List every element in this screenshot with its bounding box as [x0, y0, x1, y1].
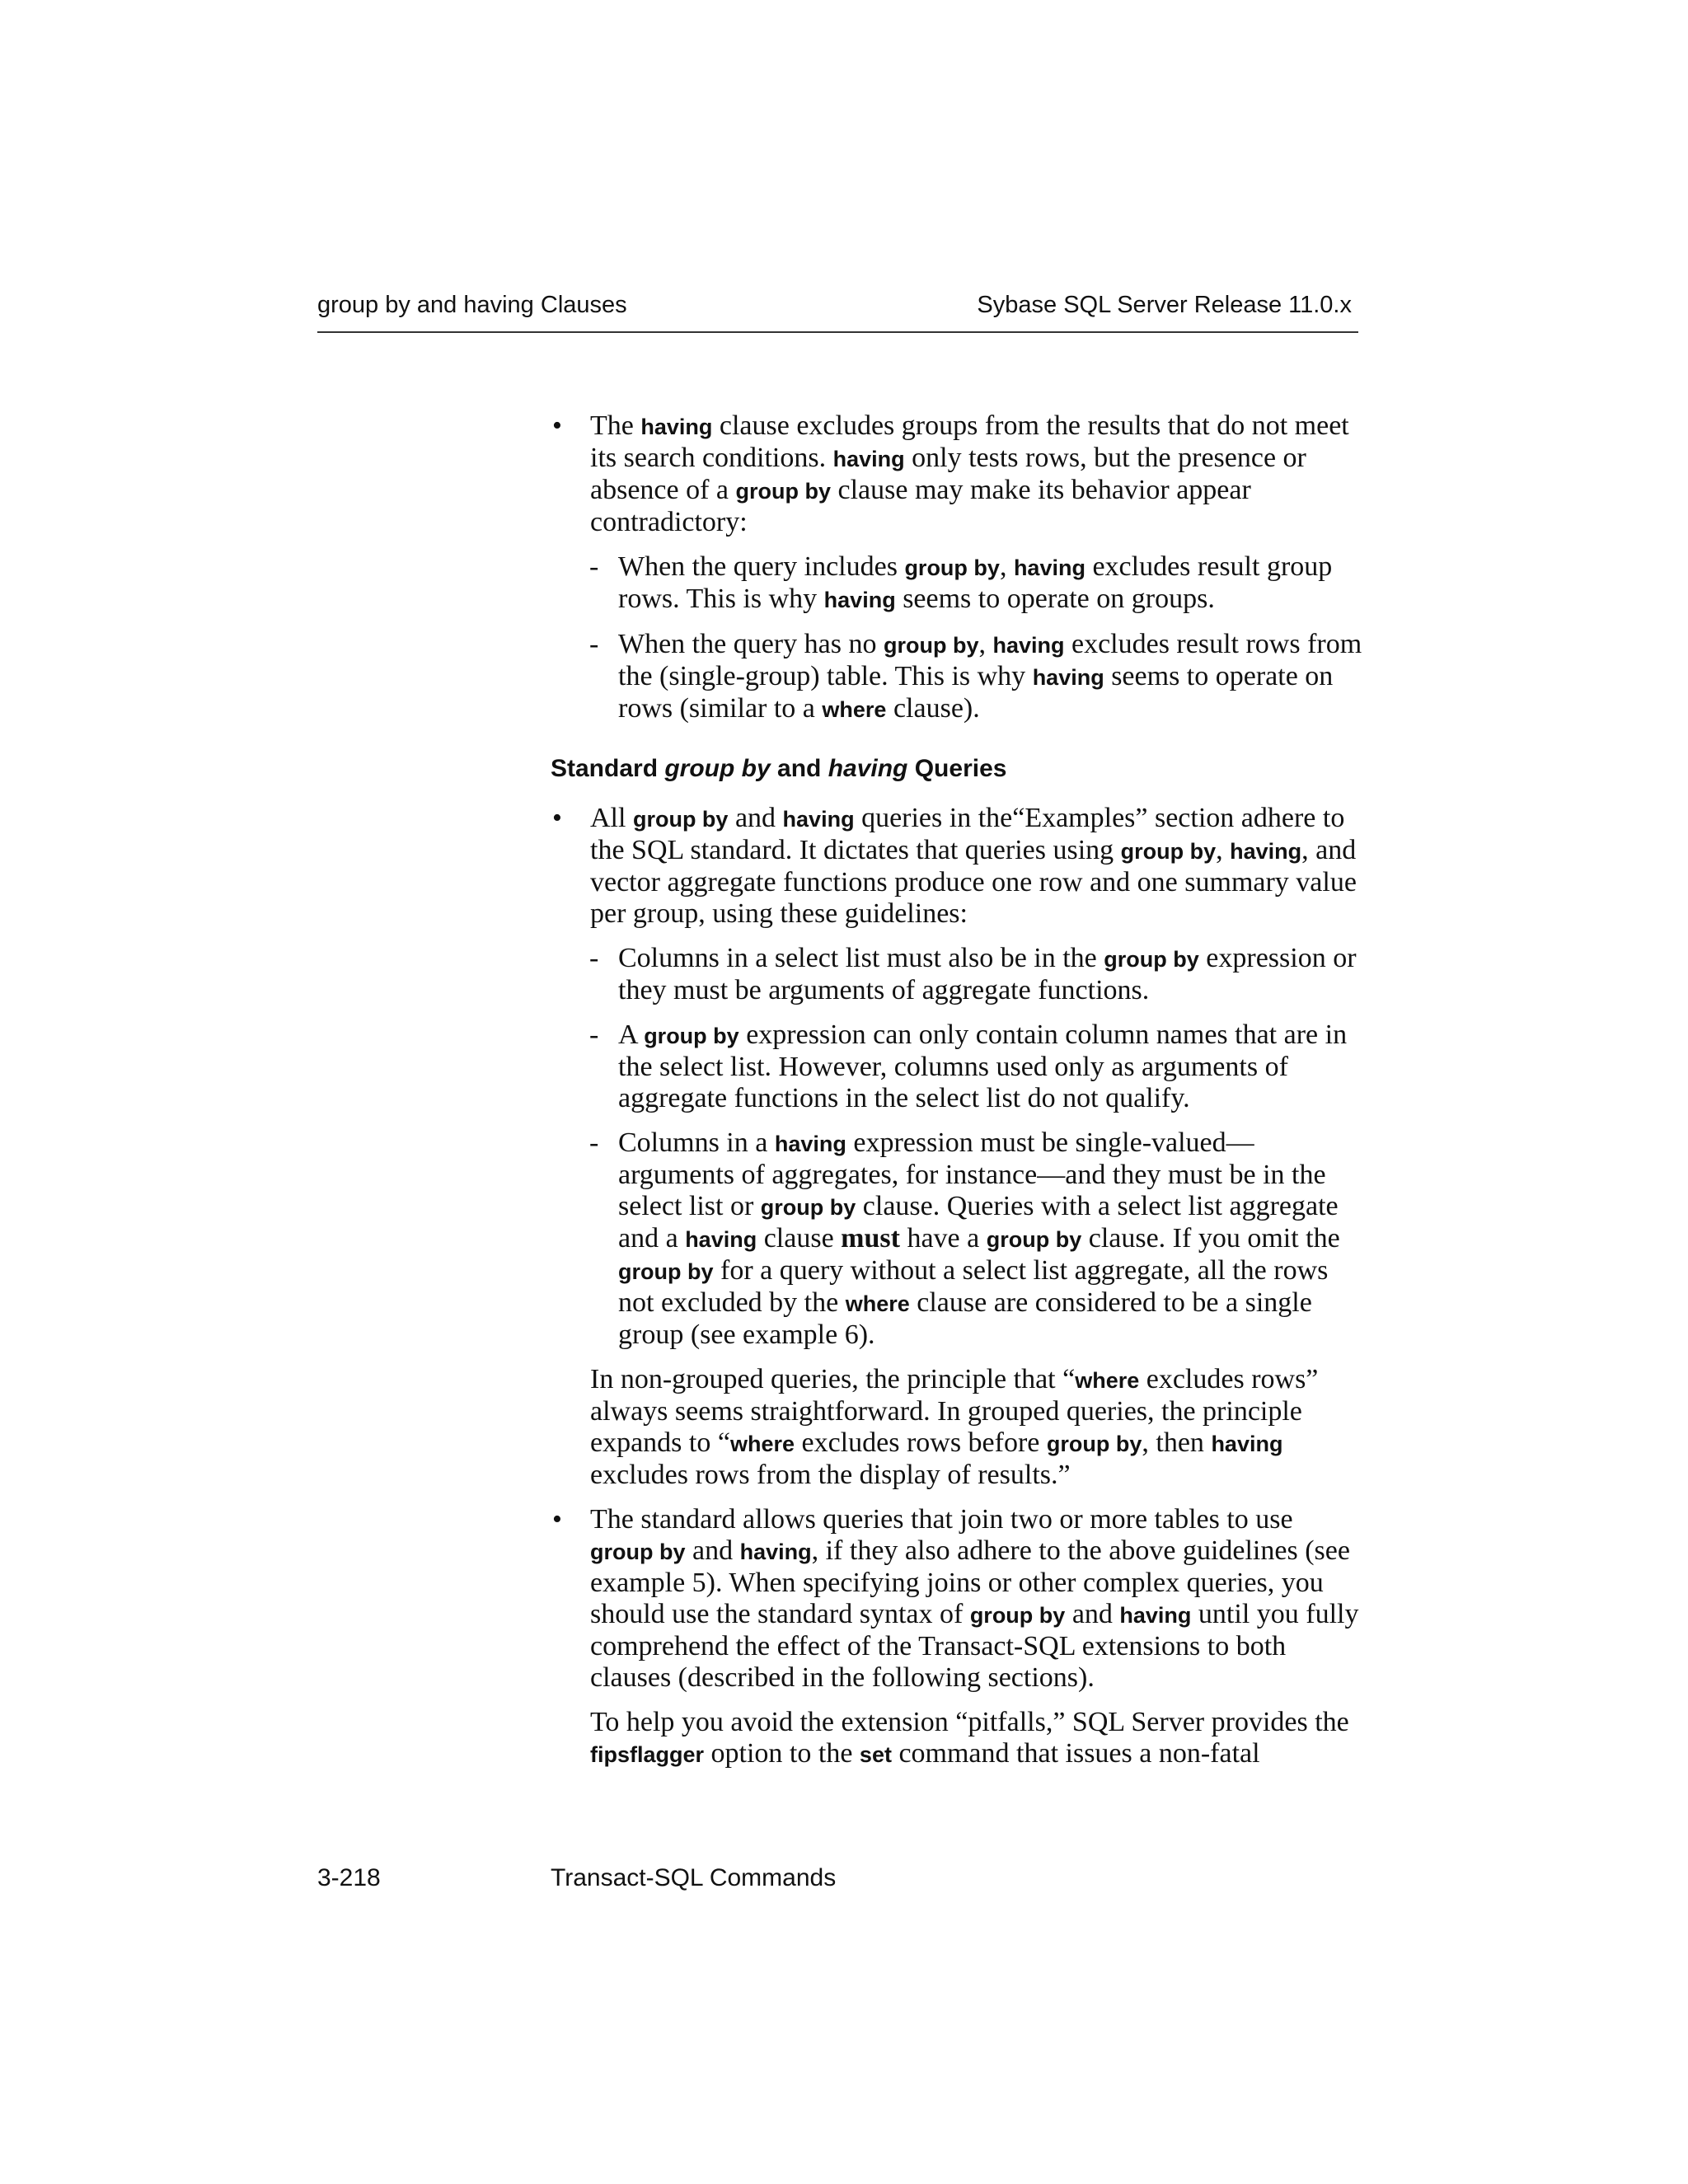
header-product-release: Sybase SQL Server Release 11.0.x [977, 292, 1352, 318]
keyword: having [739, 1540, 812, 1564]
dash-marker: - [589, 629, 599, 659]
header-section-title: group by and having Clauses [317, 292, 627, 318]
page-number: 3-218 [317, 1864, 381, 1891]
keyword: group by [1046, 1432, 1142, 1456]
keyword: group by [1120, 839, 1217, 864]
keyword: having [782, 807, 855, 832]
keyword: having [685, 1227, 757, 1252]
sub-item-select-list-columns: - Columns in a select list must also be in the group by expression or they must be arguments of aggregate functions. [589, 943, 1357, 1005]
keyword: having [832, 447, 905, 471]
keyword: having [1211, 1432, 1283, 1456]
sub-item-group-by-expression: - A group by expression can only contain column names that are in the select list. However, columns used only as arguments of aggregate functions in the select list do not qualify. [589, 1019, 1348, 1113]
bullet-marker: • [552, 1504, 562, 1535]
footer-chapter-title: Transact-SQL Commands [551, 1864, 837, 1891]
bullet-marker: • [552, 803, 562, 833]
dash-marker: - [589, 1019, 599, 1050]
sub-item-having-expression: - Columns in a having expression must be single-valued—arguments of aggregates, for instance—and they must be in the select list or group by clause. Queries with a select list aggregate and a having clause must have a group by clause. If you omit the group by for a query without a select list aggregate, all the rows not excluded by the where clause are considered to be a single group (see example 6). [589, 1127, 1340, 1350]
paragraph-where-principle: In non-grouped queries, the principle that “where excludes rows” always seems straightforward. In grouped queries, the principle expands to “where excludes rows before group by, then having excludes rows from the display of results.” [590, 1364, 1319, 1490]
keyword: group by [1104, 947, 1199, 972]
dash-marker: - [589, 943, 599, 973]
keyword: where [729, 1432, 795, 1456]
section-heading: Standard group by and having Queries [551, 755, 1007, 782]
bullet-marker: • [552, 410, 562, 441]
keyword: having [640, 415, 713, 439]
keyword: group by [735, 479, 832, 504]
keyword: where [845, 1291, 910, 1316]
keyword: group by [760, 1195, 856, 1220]
sub-item-with-group-by: - When the query includes group by, having excludes result group rows. This is why having seems to operate on groups. [589, 551, 1333, 614]
keyword: group by [644, 1024, 739, 1048]
keyword: set [859, 1742, 892, 1767]
keyword: where [822, 697, 887, 722]
keyword: group by [618, 1259, 714, 1284]
bullet-join-queries: • The standard allows queries that join two or more tables to use group by and having, if they also adhere to the above guidelines (see example 5). When specifying joins or other complex queries, you should use the standard syntax of group by and having until you fully comprehend the effect of the Transact-SQL extensions to both clauses (described in the following sections). [552, 1504, 1359, 1693]
keyword: where [1075, 1368, 1140, 1393]
keyword: having [823, 588, 896, 612]
keyword: group by [986, 1227, 1082, 1252]
dash-marker: - [589, 1127, 599, 1158]
keyword: group by [590, 1540, 686, 1564]
keyword: having [992, 633, 1065, 658]
keyword: having [1013, 555, 1085, 580]
bullet-sql-standard: • All group by and having queries in the“Examples” section adhere to the SQL standard. It dictates that queries using group by, having, and vector aggregate functions produce one row and one summary value per group, using these guidelines: [552, 803, 1357, 929]
keyword: group by [883, 633, 979, 658]
keyword: fipsflagger [590, 1742, 705, 1767]
keyword: having [774, 1132, 846, 1156]
paragraph-fipsflagger: To help you avoid the extension “pitfalls,” SQL Server provides the fipsflagger option to the set command that issues a non-fatal [590, 1707, 1349, 1769]
keyword: group by [969, 1603, 1066, 1628]
keyword: having [1230, 839, 1302, 864]
keyword: having [1119, 1603, 1192, 1628]
keyword: group by [632, 807, 729, 832]
keyword: having [1032, 665, 1104, 690]
sub-item-without-group-by: - When the query has no group by, having excludes result rows from the (single-group) table. This is why having seems to operate on rows (similar to a where clause). [589, 629, 1362, 724]
emphasis-must: must [841, 1223, 900, 1254]
page-body [551, 410, 1362, 1783]
running-header [317, 290, 1358, 333]
keyword: group by [904, 555, 1000, 580]
bullet-having-clause: • The having clause excludes groups from the results that do not meet its search conditions. having only tests rows, but the presence or absence of a group by clause may make its behavior appear contradictory: [552, 410, 1349, 537]
dash-marker: - [589, 551, 599, 582]
